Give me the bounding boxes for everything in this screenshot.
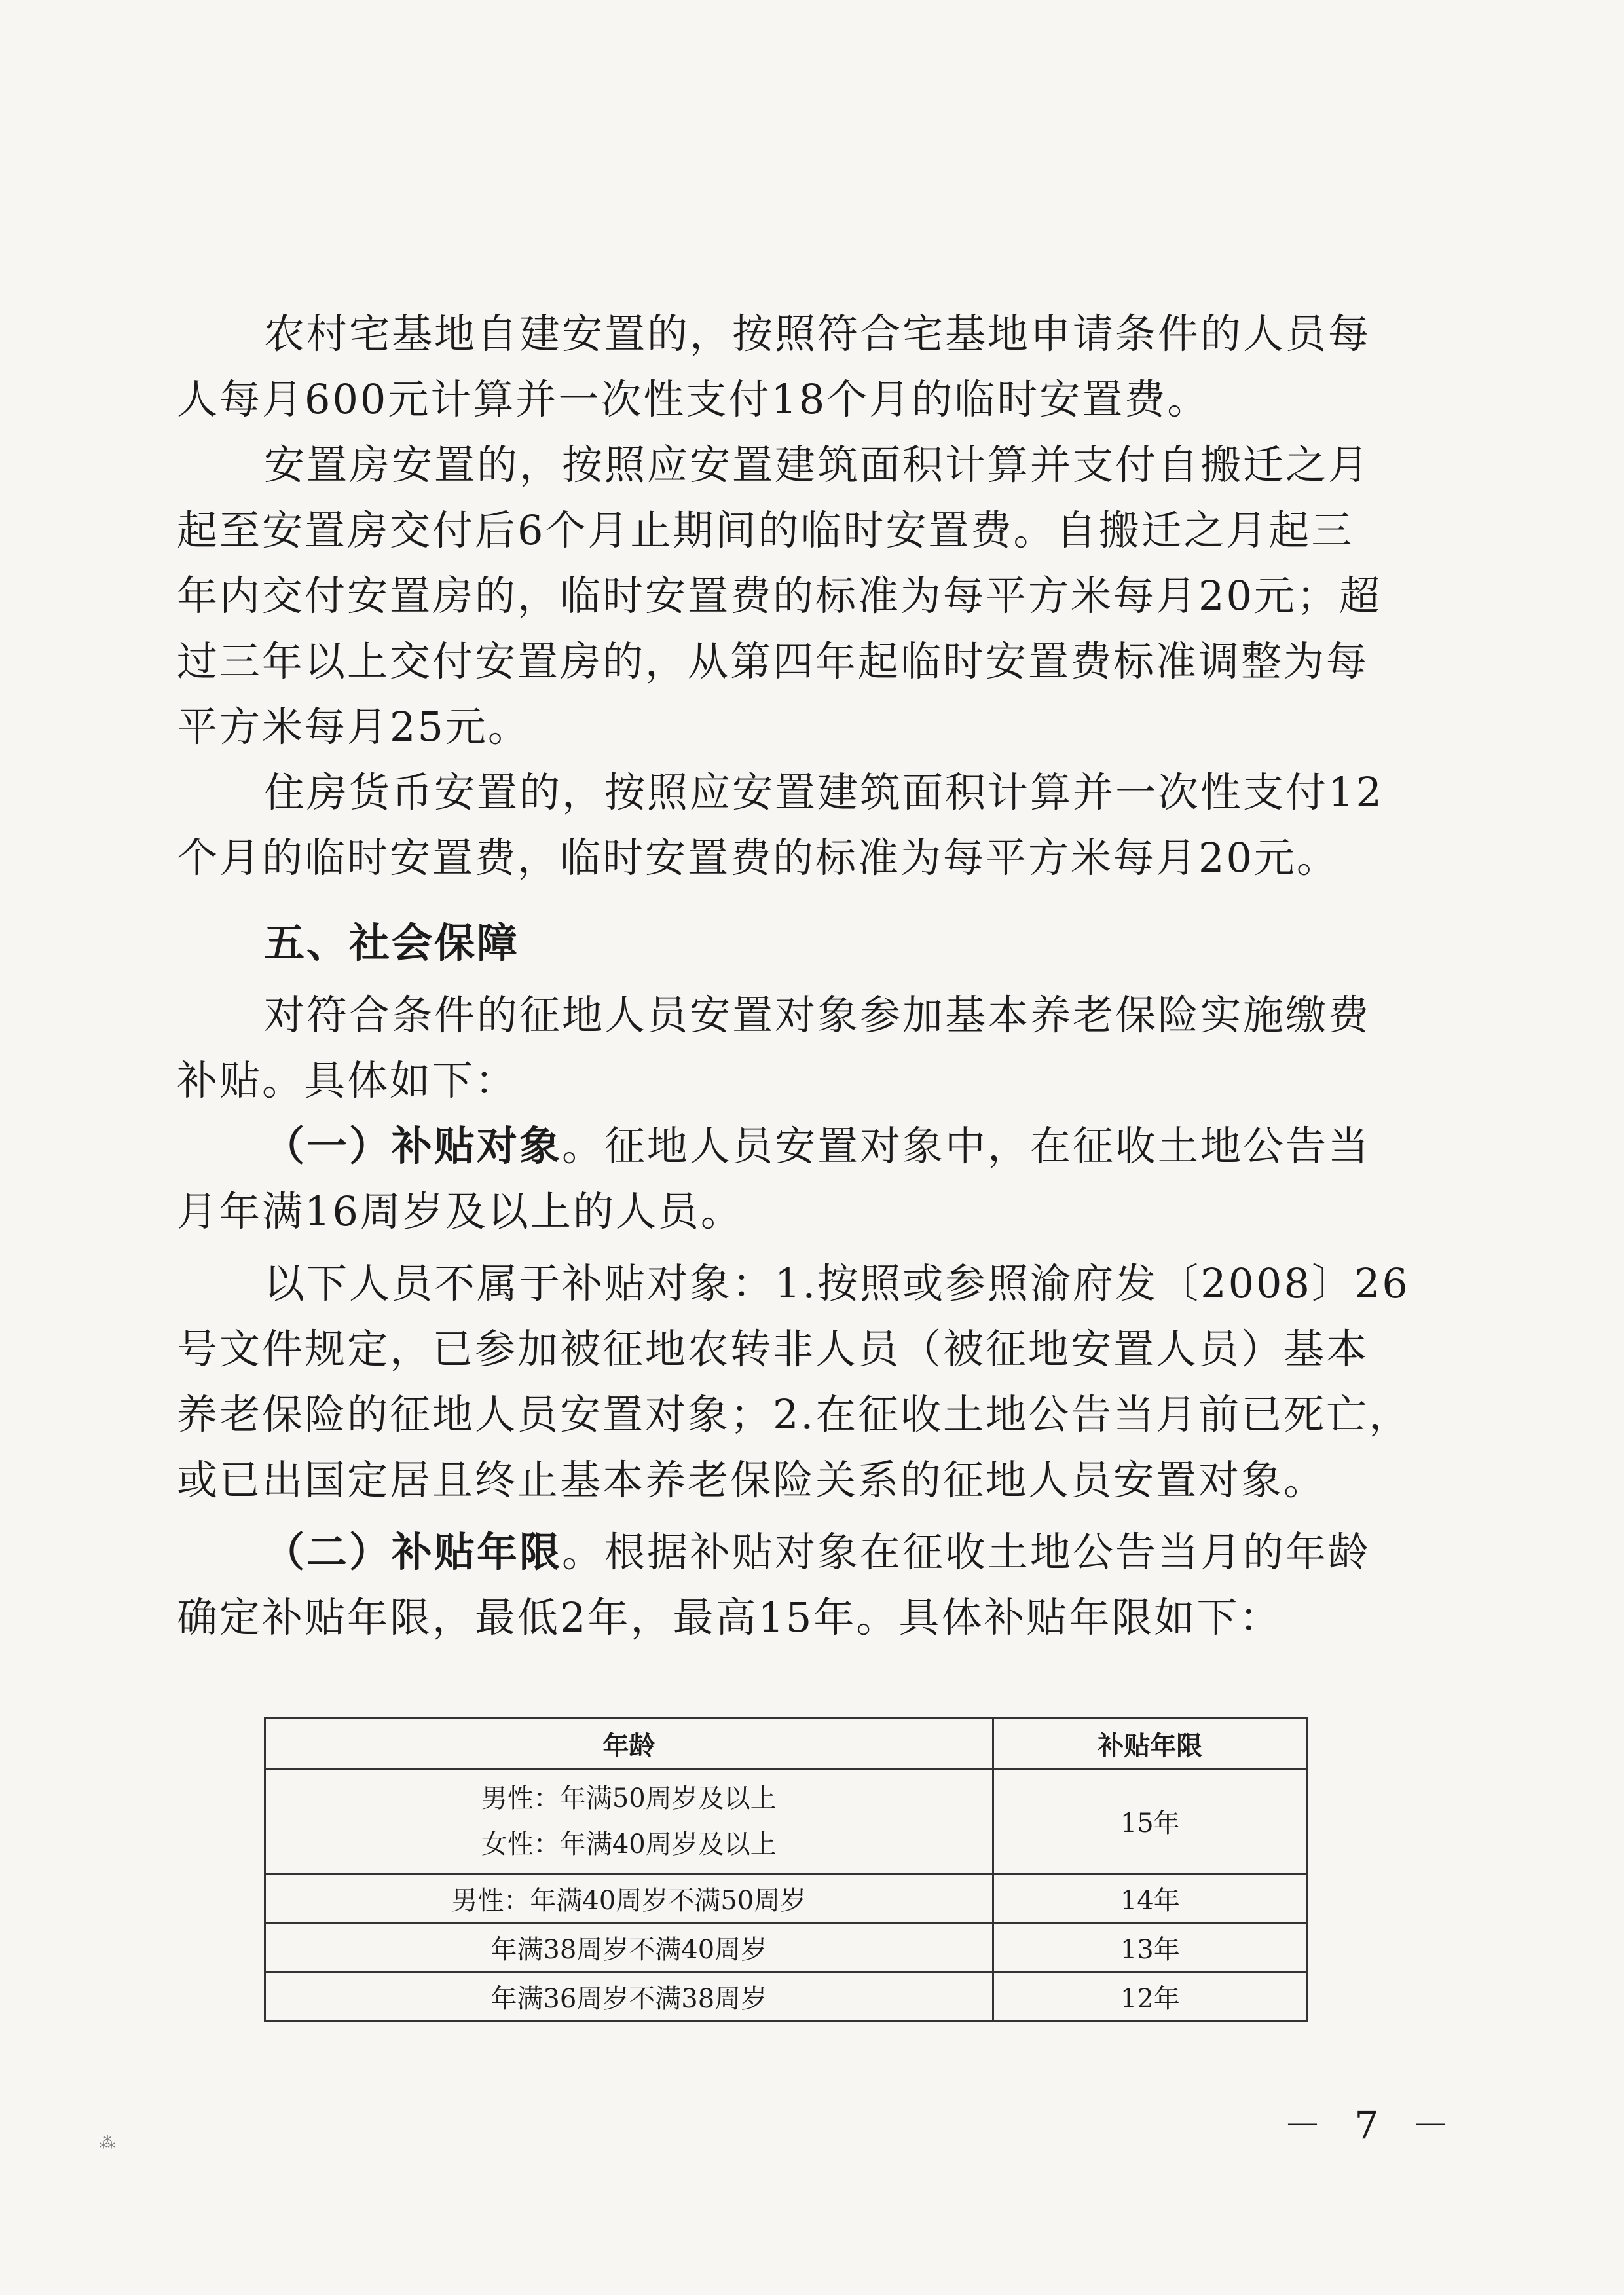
para2-line1: 安置房安置的，按照应安置建筑面积计算并支付自搬迁之月 — [264, 441, 1371, 489]
para1-line1: 农村宅基地自建安置的，按照符合宅基地申请条件的人员每 — [264, 310, 1371, 358]
age-cell: 年满38周岁不满40周岁 — [265, 1923, 993, 1972]
section-heading-social-security: 五、社会保障 — [264, 919, 520, 967]
years-cell: 15年 — [993, 1769, 1307, 1874]
para3-line1: 住房货币安置的，按照应安置建筑面积计算并一次性支付12 — [264, 768, 1384, 816]
para4-line1: 对符合条件的征地人员安置对象参加基本养老保险实施缴费 — [264, 991, 1371, 1039]
para5-line3: 养老保险的征地人员安置对象；2.在征收土地公告当月前已死亡， — [177, 1390, 1412, 1438]
age-cell-female: 女性：年满40周岁及以上 — [481, 1829, 777, 1859]
header-age: 年龄 — [265, 1719, 993, 1769]
page-number: － 7 － — [1283, 2103, 1460, 2148]
para2-line2: 起至安置房交付后6个月止期间的临时安置费。自搬迁之月起三 — [177, 506, 1354, 554]
para5-line1: 以下人员不属于补贴对象：1.按照或参照渝府发〔2008〕26 — [264, 1259, 1410, 1307]
subsection2-text: 。根据补贴对象在征收土地公告当月的年龄 — [562, 1528, 1371, 1576]
age-cell — [265, 1769, 993, 1874]
para3-line2: 个月的临时安置费，临时安置费的标准为每平方米每月20元。 — [177, 834, 1339, 882]
para2-line4: 过三年以上交付安置房的，从第四年起临时安置费标准调整为每 — [177, 637, 1369, 685]
para4-line2: 补贴。具体如下： — [177, 1056, 518, 1104]
subsection1-text: 。征地人员安置对象中，在征收土地公告当 — [562, 1122, 1371, 1170]
para2-line3: 年内交付安置房的，临时安置费的标准为每平方米每月20元；超 — [177, 572, 1382, 620]
subsection1-heading: （一）补贴对象 — [264, 1122, 563, 1170]
para1-line2: 人每月600元计算并一次性支付18个月的临时安置费。 — [177, 375, 1210, 423]
years-cell: 13年 — [993, 1923, 1307, 1972]
subsidy-years-table — [264, 1717, 1308, 2022]
para2-line5: 平方米每月25元。 — [177, 703, 530, 751]
subsection2-line2: 确定补贴年限，最低2年，最高15年。具体补贴年限如下： — [177, 1594, 1282, 1641]
table-row — [265, 1769, 1308, 1874]
table-row — [265, 1923, 1308, 1972]
header-subsidy-years: 补贴年限 — [993, 1719, 1307, 1769]
table-row — [265, 1972, 1308, 2021]
years-cell: 14年 — [993, 1874, 1307, 1923]
subsection1-line1 — [264, 1120, 1371, 1172]
scan-mark: ⁂ — [100, 2134, 115, 2152]
subsection2-line1 — [264, 1526, 1371, 1578]
age-cell: 男性：年满40周岁不满50周岁 — [265, 1874, 993, 1923]
subsection1-line2: 月年满16周岁及以上的人员。 — [177, 1187, 743, 1235]
age-cell: 年满36周岁不满38周岁 — [265, 1972, 993, 2021]
table-header-row — [265, 1719, 1308, 1769]
subsection2-heading: （二）补贴年限 — [264, 1528, 563, 1576]
para5-line4: 或已出国定居且终止基本养老保险关系的征地人员安置对象。 — [177, 1456, 1327, 1504]
years-cell: 12年 — [993, 1972, 1307, 2021]
para5-line2: 号文件规定，已参加被征地农转非人员（被征地安置人员）基本 — [177, 1325, 1369, 1373]
table-row — [265, 1874, 1308, 1923]
age-cell-male: 男性：年满50周岁及以上 — [481, 1783, 777, 1814]
